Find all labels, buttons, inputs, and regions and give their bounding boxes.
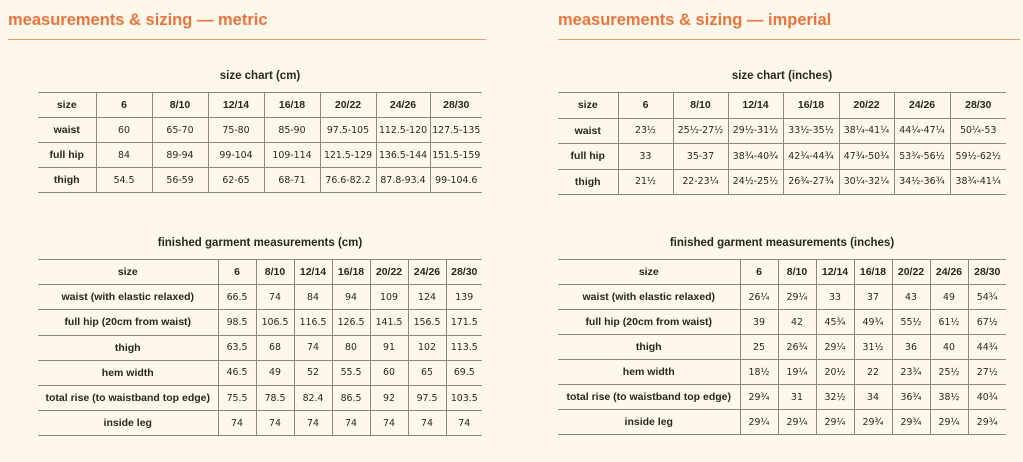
size-header-cell: 16/18	[783, 93, 839, 119]
table-row	[558, 144, 1006, 170]
measurement-cell: 44¼-47¼	[894, 118, 950, 144]
header-row	[558, 93, 1006, 119]
measurement-cell: 24½-25½	[728, 169, 783, 195]
row-label: waist	[38, 118, 96, 143]
measurement-cell: 75-80	[208, 118, 264, 143]
measurement-cell: 98.5	[218, 310, 256, 335]
measurement-cell: 112.5-120	[376, 118, 430, 143]
row-label: full hip (20cm from waist)	[558, 310, 740, 335]
row-label: full hip (20cm from waist)	[38, 310, 218, 335]
measurement-cell: 55.5	[332, 360, 370, 385]
size-header-cell: 12/14	[816, 260, 854, 285]
size-header-cell: 28/30	[950, 93, 1006, 119]
measurement-cell: 156.5	[408, 310, 446, 335]
measurement-cell: 94	[332, 285, 370, 310]
row-label: hem width	[558, 360, 740, 385]
measurement-cell: 75.5	[218, 385, 256, 410]
measurement-cell: 126.5	[332, 310, 370, 335]
imperial-heading: measurements & sizing — imperial	[558, 11, 1020, 40]
size-column-header: size	[38, 260, 218, 285]
row-label: thigh	[558, 169, 618, 195]
metric-size-chart-title: size chart (cm)	[219, 70, 301, 82]
measurement-cell: 97.5	[408, 385, 446, 410]
measurement-cell: 29½-31½	[728, 118, 783, 144]
measurement-cell: 68	[256, 335, 294, 360]
size-header-cell: 6	[218, 260, 256, 285]
size-header-cell: 6	[618, 93, 673, 119]
measurement-cell: 47¾-50¾	[839, 144, 894, 170]
measurement-cell: 87.8-93.4	[376, 168, 430, 193]
table-row	[558, 385, 1006, 410]
measurement-cell: 40	[930, 335, 968, 360]
measurement-cell: 109	[370, 285, 408, 310]
size-header-cell: 24/26	[894, 93, 950, 119]
measurement-cell: 29¾	[740, 385, 778, 410]
measurement-cell: 29¼	[740, 410, 778, 435]
table-row	[38, 335, 482, 360]
row-label: inside leg	[38, 411, 218, 436]
table-row	[38, 285, 482, 310]
size-column-header: size	[558, 93, 618, 119]
row-label: total rise (to waistband top edge)	[38, 385, 218, 410]
measurement-cell: 31½	[854, 335, 892, 360]
measurement-cell: 49	[256, 360, 294, 385]
imperial-size-chart-table	[558, 92, 1006, 195]
measurement-cell: 45¾	[816, 310, 854, 335]
size-header-cell: 12/14	[294, 260, 332, 285]
metric-section	[8, 0, 486, 40]
row-label: thigh	[38, 168, 96, 193]
measurement-cell: 61½	[930, 310, 968, 335]
measurement-cell: 23¾	[892, 360, 930, 385]
measurement-cell: 37	[854, 285, 892, 310]
measurement-cell: 65-70	[152, 118, 208, 143]
measurement-cell: 82.4	[294, 385, 332, 410]
measurement-cell: 60	[96, 118, 152, 143]
measurement-cell: 67½	[968, 310, 1006, 335]
measurement-cell: 92	[370, 385, 408, 410]
row-label: waist (with elastic relaxed)	[38, 285, 218, 310]
measurement-cell: 29¾	[892, 410, 930, 435]
measurement-cell: 29¾	[854, 410, 892, 435]
row-label: thigh	[558, 335, 740, 360]
measurement-cell: 69.5	[446, 360, 482, 385]
measurement-cell: 42¾-44¾	[783, 144, 839, 170]
measurement-cell: 38½	[930, 385, 968, 410]
table-row	[38, 118, 482, 143]
table-row	[38, 168, 482, 193]
row-label: waist	[558, 118, 618, 144]
measurement-cell: 29¼	[778, 410, 816, 435]
size-header-cell: 28/30	[446, 260, 482, 285]
measurement-cell: 74	[408, 411, 446, 436]
measurement-cell: 74	[446, 411, 482, 436]
size-header-cell: 16/18	[264, 93, 320, 118]
measurement-cell: 18½	[740, 360, 778, 385]
header-row	[558, 260, 1006, 285]
measurement-cell: 127.5-135	[430, 118, 482, 143]
measurement-cell: 56-59	[152, 168, 208, 193]
row-label: total rise (to waistband top edge)	[558, 385, 740, 410]
measurement-cell: 31	[778, 385, 816, 410]
measurement-cell: 42	[778, 310, 816, 335]
measurement-cell: 171.5	[446, 310, 482, 335]
imperial-garment-title: finished garment measurements (inches)	[669, 237, 895, 249]
measurement-cell: 74	[294, 335, 332, 360]
imperial-size-chart-title: size chart (inches)	[731, 70, 833, 82]
size-header-cell: 20/22	[839, 93, 894, 119]
measurement-cell: 80	[332, 335, 370, 360]
measurement-cell: 22-23¼	[673, 169, 728, 195]
measurement-cell: 60	[370, 360, 408, 385]
size-header-cell: 16/18	[854, 260, 892, 285]
size-header-cell: 8/10	[778, 260, 816, 285]
size-header-cell: 12/14	[208, 93, 264, 118]
size-header-cell: 8/10	[152, 93, 208, 118]
measurement-cell: 25½	[930, 360, 968, 385]
size-header-cell: 16/18	[332, 260, 370, 285]
size-header-cell: 20/22	[892, 260, 930, 285]
measurement-cell: 29¼	[778, 285, 816, 310]
row-label: waist (with elastic relaxed)	[558, 285, 740, 310]
measurement-cell: 44¾	[968, 335, 1006, 360]
table-row	[558, 335, 1006, 360]
measurement-cell: 116.5	[294, 310, 332, 335]
measurement-cell: 55½	[892, 310, 930, 335]
table-row	[558, 360, 1006, 385]
measurement-cell: 139	[446, 285, 482, 310]
row-label: thigh	[38, 335, 218, 360]
measurement-cell: 54¾	[968, 285, 1006, 310]
size-header-cell: 28/30	[968, 260, 1006, 285]
measurement-cell: 35-37	[673, 144, 728, 170]
table-row	[38, 310, 482, 335]
measurement-cell: 84	[96, 143, 152, 168]
table-row	[38, 143, 482, 168]
measurement-cell: 151.5-159	[430, 143, 482, 168]
measurement-cell: 50¼-53	[950, 118, 1006, 144]
metric-heading: measurements & sizing — metric	[8, 11, 486, 40]
table-row	[38, 360, 482, 385]
size-header-cell: 24/26	[408, 260, 446, 285]
size-header-cell: 20/22	[320, 93, 376, 118]
measurement-cell: 26¾-27¾	[783, 169, 839, 195]
measurement-cell: 29¼	[930, 410, 968, 435]
size-header-cell: 28/30	[430, 93, 482, 118]
imperial-section	[558, 0, 1020, 40]
measurement-cell: 74	[256, 285, 294, 310]
size-header-cell: 20/22	[370, 260, 408, 285]
measurement-cell: 74	[218, 411, 256, 436]
size-header-cell: 12/14	[728, 93, 783, 119]
table-row	[558, 169, 1006, 195]
header-row	[38, 260, 482, 285]
measurement-cell: 49¾	[854, 310, 892, 335]
table-row	[558, 410, 1006, 435]
measurement-cell: 74	[370, 411, 408, 436]
size-header-cell: 8/10	[673, 93, 728, 119]
measurement-cell: 46.5	[218, 360, 256, 385]
measurement-cell: 62-65	[208, 168, 264, 193]
measurement-cell: 53¾-56½	[894, 144, 950, 170]
measurement-cell: 68-71	[264, 168, 320, 193]
measurement-cell: 74	[256, 411, 294, 436]
size-column-header: size	[558, 260, 740, 285]
measurement-cell: 136.5-144	[376, 143, 430, 168]
measurement-cell: 49	[930, 285, 968, 310]
size-header-cell: 24/26	[930, 260, 968, 285]
measurement-cell: 40¾	[968, 385, 1006, 410]
measurement-cell: 124	[408, 285, 446, 310]
measurement-cell: 23½	[618, 118, 673, 144]
size-header-cell: 8/10	[256, 260, 294, 285]
size-header-cell: 6	[96, 93, 152, 118]
table-row	[558, 285, 1006, 310]
measurement-cell: 33½-35½	[783, 118, 839, 144]
table-row	[38, 385, 482, 410]
measurement-cell: 76.6-82.2	[320, 168, 376, 193]
imperial-garment-table	[558, 259, 1006, 435]
row-label: full hip	[38, 143, 96, 168]
measurement-cell: 21½	[618, 169, 673, 195]
measurement-cell: 97.5-105	[320, 118, 376, 143]
measurement-cell: 34½-36¾	[894, 169, 950, 195]
measurement-cell: 86.5	[332, 385, 370, 410]
measurement-cell: 20½	[816, 360, 854, 385]
table-row	[558, 118, 1006, 144]
measurement-cell: 84	[294, 285, 332, 310]
measurement-cell: 59½-62½	[950, 144, 1006, 170]
measurement-cell: 52	[294, 360, 332, 385]
measurement-cell: 43	[892, 285, 930, 310]
measurement-cell: 33	[618, 144, 673, 170]
measurement-cell: 106.5	[256, 310, 294, 335]
measurement-cell: 65	[408, 360, 446, 385]
measurement-cell: 33	[816, 285, 854, 310]
measurement-cell: 36	[892, 335, 930, 360]
measurement-cell: 39	[740, 310, 778, 335]
row-label: full hip	[558, 144, 618, 170]
measurement-cell: 38¾-41¼	[950, 169, 1006, 195]
measurement-cell: 102	[408, 335, 446, 360]
measurement-cell: 32½	[816, 385, 854, 410]
measurement-cell: 29¼	[816, 335, 854, 360]
header-row	[38, 93, 482, 118]
measurement-cell: 26¾	[778, 335, 816, 360]
metric-garment-title: finished garment measurements (cm)	[157, 237, 363, 249]
measurement-cell: 54.5	[96, 168, 152, 193]
metric-garment-table	[38, 259, 482, 436]
measurement-cell: 34	[854, 385, 892, 410]
measurement-cell: 19¼	[778, 360, 816, 385]
measurement-cell: 26¼	[740, 285, 778, 310]
measurement-cell: 30¼-32¼	[839, 169, 894, 195]
measurement-cell: 109-114	[264, 143, 320, 168]
measurement-cell: 121.5-129	[320, 143, 376, 168]
measurement-cell: 66.5	[218, 285, 256, 310]
measurement-cell: 25½-27½	[673, 118, 728, 144]
measurement-cell: 89-94	[152, 143, 208, 168]
measurement-cell: 74	[332, 411, 370, 436]
size-column-header: size	[38, 93, 96, 118]
measurement-cell: 113.5	[446, 335, 482, 360]
size-header-cell: 24/26	[376, 93, 430, 118]
measurement-cell: 27½	[968, 360, 1006, 385]
measurement-cell: 99-104.6	[430, 168, 482, 193]
row-label: hem width	[38, 360, 218, 385]
measurement-cell: 29¼	[816, 410, 854, 435]
measurement-cell: 25	[740, 335, 778, 360]
measurement-cell: 141.5	[370, 310, 408, 335]
measurement-cell: 78.5	[256, 385, 294, 410]
measurement-cell: 29¾	[968, 410, 1006, 435]
metric-size-chart-table	[38, 92, 482, 193]
measurement-cell: 99-104	[208, 143, 264, 168]
row-label: inside leg	[558, 410, 740, 435]
table-row	[38, 411, 482, 436]
size-header-cell: 6	[740, 260, 778, 285]
measurement-cell: 38¼-41¼	[839, 118, 894, 144]
measurement-cell: 36¾	[892, 385, 930, 410]
measurement-cell: 22	[854, 360, 892, 385]
measurement-cell: 63.5	[218, 335, 256, 360]
measurement-cell: 85-90	[264, 118, 320, 143]
measurement-cell: 103.5	[446, 385, 482, 410]
measurement-cell: 91	[370, 335, 408, 360]
table-row	[558, 310, 1006, 335]
measurement-cell: 74	[294, 411, 332, 436]
measurement-cell: 38¾-40¾	[728, 144, 783, 170]
